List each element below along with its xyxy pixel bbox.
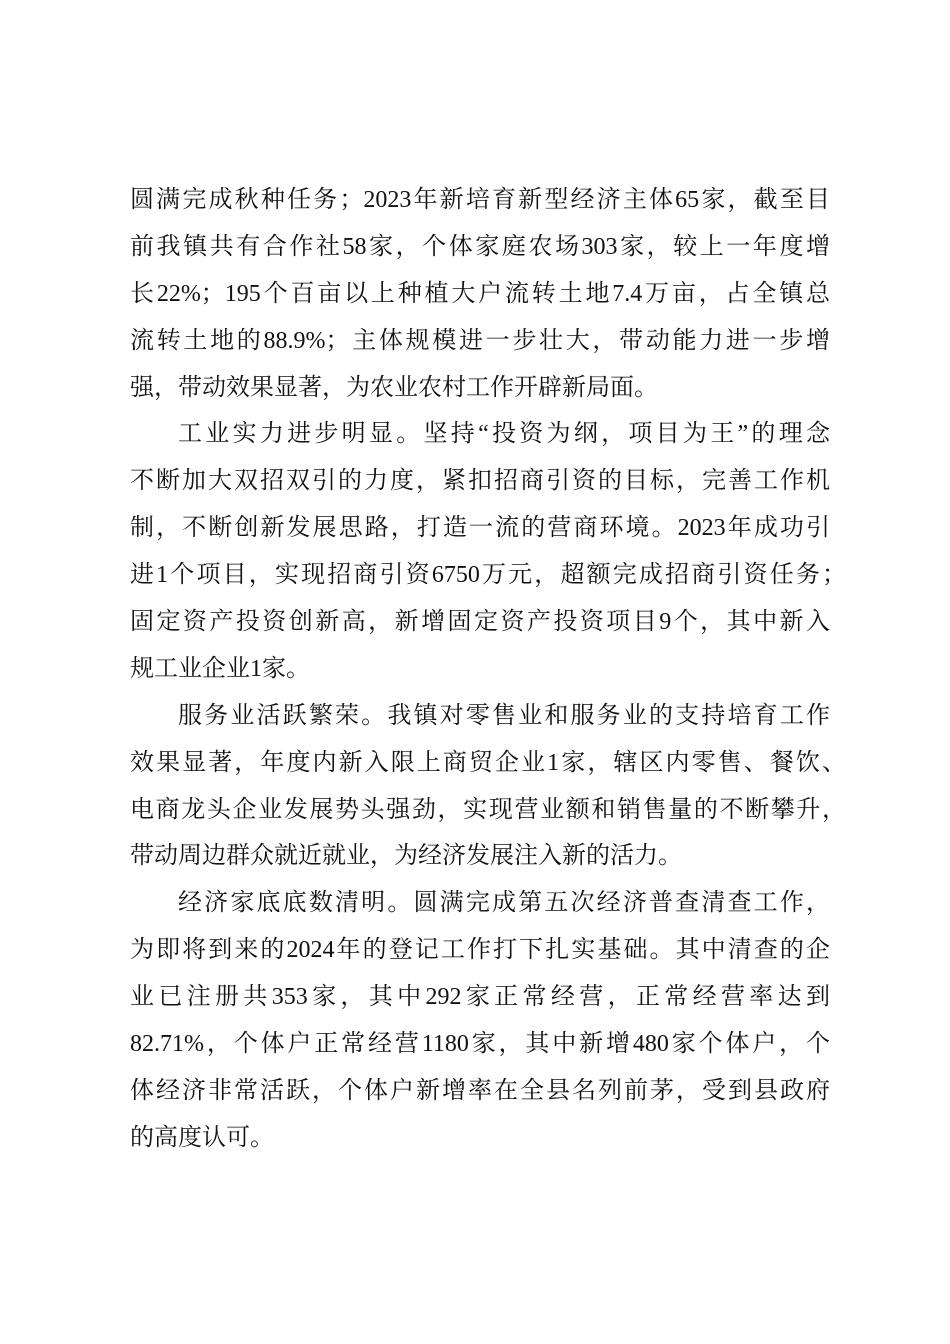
text-line: 进1个项目，实现招商引资6750万元，超额完成招商引资任务；	[130, 562, 846, 589]
paragraph-services	[130, 693, 846, 881]
paragraph-census	[130, 880, 830, 1161]
text-line: 服务业活跃繁荣。我镇对零售业和服务业的支持培育工作	[178, 702, 830, 729]
text-line: 为即将到来的2024年的登记工作打下扎实基础。其中清查的企	[130, 937, 830, 964]
text-line: 业已注册共353家，其中292家正常经营，正常经营率达到	[130, 984, 830, 1011]
text-line: 经济家底底数清明。圆满完成第五次经济普查清查工作，	[178, 890, 830, 917]
text-line: 不断加大双招双引的力度，紧扣招商引资的目标，完善工作机	[130, 468, 830, 495]
text-line: 的高度认可。	[130, 1124, 274, 1151]
text-line: 长22%；195个百亩以上种植大户流转土地7.4万亩，占全镇总	[130, 280, 830, 307]
text-line: 体经济非常活跃，个体户新增率在全县名列前茅，受到县政府	[130, 1077, 830, 1104]
text-line: 强，带动效果显著，为农业农村工作开辟新局面。	[130, 374, 658, 401]
text-line: 工业实力进步明显。坚持“投资为纲，项目为王”的理念	[178, 421, 830, 448]
text-line: 规工业企业1家。	[130, 655, 310, 682]
paragraph-agriculture	[130, 177, 830, 411]
text-line: 前我镇共有合作社58家，个体家庭农场303家，较上一年度增	[130, 233, 830, 260]
text-line: 制，不断创新发展思路，打造一流的营商环境。2023年成功引	[130, 515, 830, 542]
document-page	[130, 177, 846, 1162]
text-line: 圆满完成秋种任务；2023年新培育新型经济主体65家，截至目	[130, 187, 830, 213]
text-line: 82.71%，个体户正常经营1180家，其中新增480家个体户，个	[130, 1031, 830, 1058]
text-line: 效果显著，年度内新入限上商贸企业1家，辖区内零售、餐饮、	[130, 749, 846, 776]
text-line: 电商龙头企业发展势头强劲，实现营业额和销售量的不断攀升，	[130, 796, 846, 823]
paragraph-industry	[130, 411, 846, 692]
text-line: 固定资产投资创新高，新增固定资产投资项目9个，其中新入	[130, 609, 830, 636]
text-line: 流转土地的88.9%；主体规模进一步壮大，带动能力进一步增	[130, 327, 830, 354]
text-line: 带动周边群众就近就业，为经济发展注入新的活力。	[130, 843, 682, 870]
